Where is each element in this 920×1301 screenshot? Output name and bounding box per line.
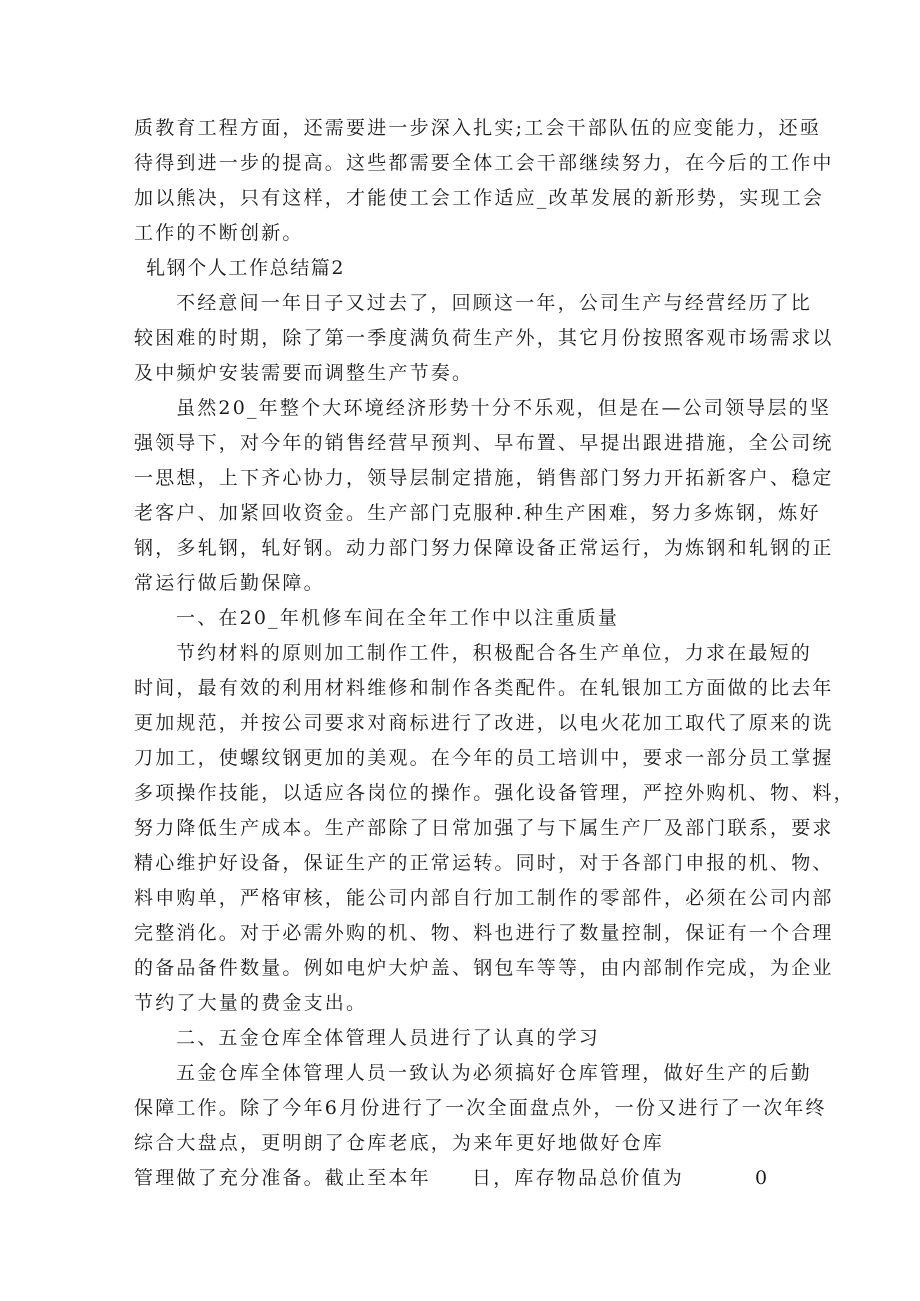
- paragraph-line: 加以熊决，只有这样，才能使工会工作适应_改革发展的新形势，实现工会: [134, 187, 825, 209]
- paragraph-line: 刀加工，使螺纹钢更加的美观。在今年的员工培训中，要求一部分员工掌握: [134, 747, 834, 769]
- paragraph-line: 综合大盘点，更明朗了仓库老底，为来年更好地做好仓库: [134, 1132, 665, 1154]
- paragraph-line: 精心维护好设备，保证生产的正常运转。同时，对于各部门申报的机、物、: [134, 852, 834, 874]
- paragraph-line: 较困难的时期，除了第一季度满负荷生产外，其它月份按照客观市场需求以: [134, 327, 834, 349]
- paragraph-line: 保障工作。除了今年6月份进行了一次全面盘点外，一份又进行了一次年终: [134, 1097, 827, 1119]
- last-line-part1: 管理做了充分准备。截止至本年: [134, 1167, 431, 1189]
- paragraph-line: 五金仓库全体管理人员一致认为必须搞好仓库管理，做好生产的后勤: [176, 1062, 813, 1084]
- paragraph-line: 一思想，上下齐心协力，领导层制定措施，销售部门努力开拓新客户、稳定: [134, 467, 834, 489]
- paragraph-line: 节约材料的原则加工制作工件，积极配合各生产单位，力求在最短的: [176, 642, 813, 664]
- paragraph-line: 工作的不断创新。: [134, 222, 304, 244]
- paragraph-line: 常运行做后勤保障。: [134, 572, 325, 594]
- paragraph-line: 努力降低生产成本。生产部除了日常加强了与下属生产厂及部门联系，要求: [134, 817, 834, 839]
- paragraph-line: 质教育工程方面，还需要进一步深入扎实;工会干部队伍的应变能力，还亟: [134, 117, 822, 139]
- paragraph-line: 多项操作技能，以适应各岗位的操作。强化设备管理，严控外购机、物、料，: [134, 782, 855, 804]
- last-line-part3: 0: [755, 1167, 770, 1189]
- paragraph-line: 时间，最有效的利用材料维修和制作各类配件。在轧银加工方面做的比去年: [134, 677, 834, 699]
- paragraph-line: 的备品备件数量。例如电炉大炉盖、钢包车等等，由内部制作完成，为企业: [134, 957, 834, 979]
- paragraph-line: 及中频炉安装需要而调整生产节奏。: [134, 362, 474, 384]
- paragraph-line: 老客户、加紧回收资金。生产部门克服种.种生产困难，努力多炼钢，炼好: [134, 502, 821, 524]
- paragraph-line: 更加规范，并按公司要求对商标进行了改进，以电火花加工取代了原来的诜: [134, 712, 834, 734]
- last-line-part2: 日，库存物品总价值为: [472, 1167, 685, 1189]
- section-title: 轧钢个人工作总结篇2: [146, 257, 346, 279]
- paragraph-line: 完整消化。对于必需外购的机、物、料也进行了数量控制，保证有一个合理: [134, 922, 834, 944]
- paragraph-line: 料申购单，严格审核，能公司内部自行加工制作的零部件，必须在公司内部: [134, 887, 834, 909]
- paragraph-line: 待得到进一步的提高。这些都需要全体工会干部继续努力，在今后的工作中: [134, 152, 834, 174]
- subheading: 二、五金仓库全体管理人员进行了认真的学习: [176, 1027, 601, 1049]
- paragraph-line: 强领导下，对今年的销售经营早预判、早布置、早提出跟进措施，全公司统: [134, 432, 834, 454]
- paragraph-line: 节约了大量的费金支出。: [134, 992, 368, 1014]
- paragraph-line: 虽然20_年整个大环境经济形势十分不乐观，但是在—公司领导层的坚: [176, 397, 832, 419]
- subheading: 一、在20_年机修车间在全年工作中以注重质量: [176, 607, 620, 629]
- paragraph-line: 不经意间一年日子又过去了，回顾这一年，公司生产与经营经历了比: [176, 292, 813, 314]
- paragraph-line: 钢，多轧钢，轧好钢。动力部门努力保障设备正常运行，为炼钢和轧钢的正: [134, 537, 834, 559]
